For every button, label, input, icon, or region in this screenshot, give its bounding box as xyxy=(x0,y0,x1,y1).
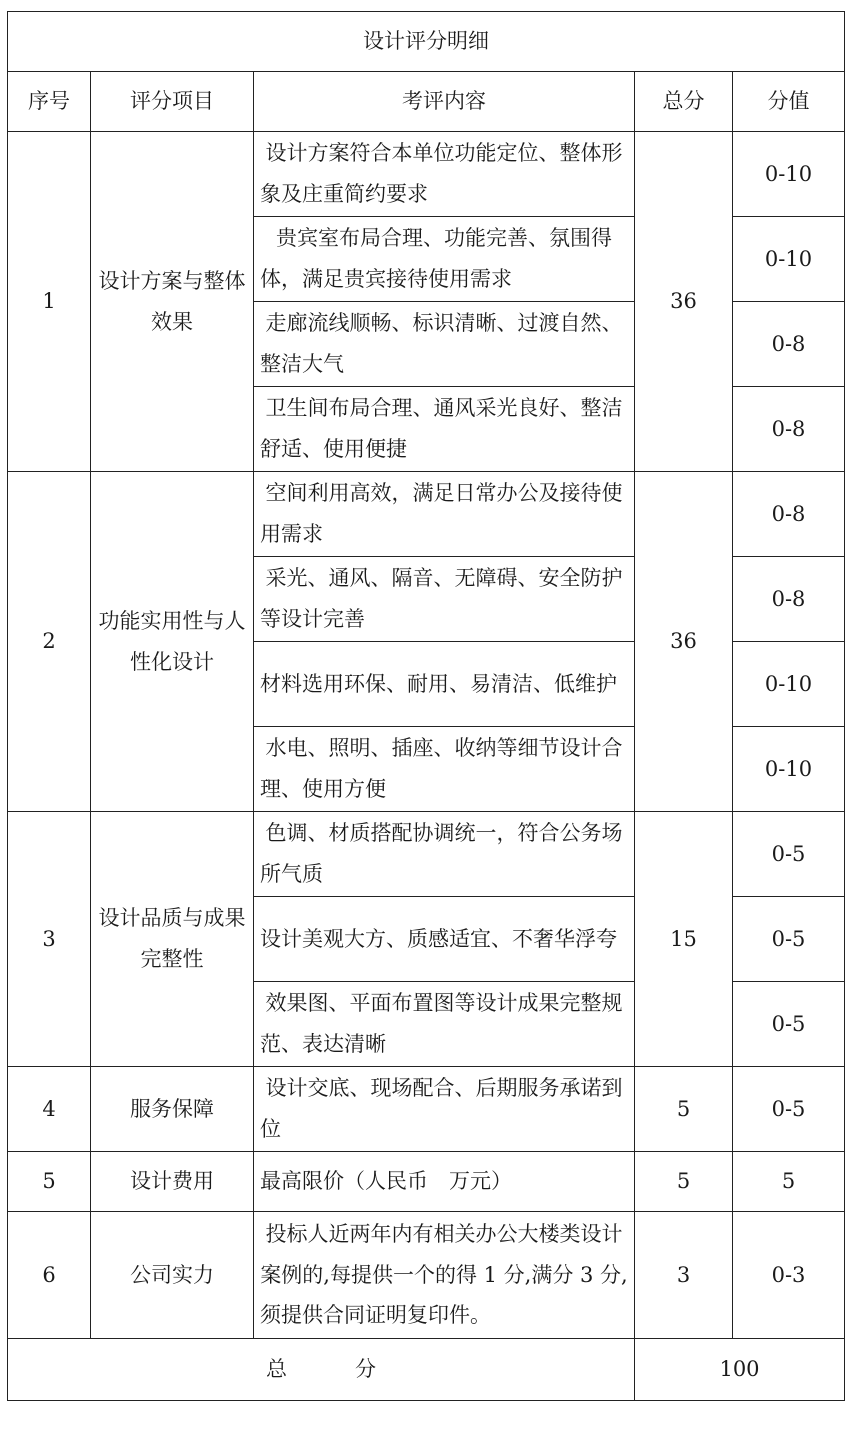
row-content: 色调、材质搭配协调统一，符合公务场所气质 xyxy=(254,812,635,897)
row-content: 走廊流线顺畅、标识清晰、过渡自然、整洁大气 xyxy=(254,302,635,387)
total-row xyxy=(8,1339,845,1401)
row-score: 0-3 xyxy=(733,1212,845,1339)
total-label-left: 总 xyxy=(266,1357,287,1382)
row-content: 投标人近两年内有相关办公大楼类设计案例的,每提供一个的得 1 分,满分 3 分,须提供合同证明复印件。 xyxy=(254,1212,635,1339)
table-title-row xyxy=(8,12,845,72)
table-row xyxy=(8,812,845,897)
total-value: 100 xyxy=(635,1339,845,1401)
row-score: 0-10 xyxy=(733,217,845,302)
row-score: 0-5 xyxy=(733,1067,845,1152)
section-item: 服务保障 xyxy=(91,1067,254,1152)
row-content: 采光、通风、隔音、无障碍、安全防护等设计完善 xyxy=(254,557,635,642)
row-content: 空间利用高效，满足日常办公及接待使用需求 xyxy=(254,472,635,557)
section-no: 4 xyxy=(8,1067,91,1152)
section-item: 设计品质与成果完整性 xyxy=(91,812,254,1067)
section-item: 设计费用 xyxy=(91,1152,254,1212)
section-total: 5 xyxy=(635,1067,733,1152)
row-score: 0-5 xyxy=(733,897,845,982)
row-content: 水电、照明、插座、收纳等细节设计合理、使用方便 xyxy=(254,727,635,812)
header-row xyxy=(8,72,845,132)
table-row xyxy=(8,132,845,217)
header-total: 总分 xyxy=(635,72,733,132)
row-content: 设计美观大方、质感适宜、不奢华浮夸 xyxy=(254,897,635,982)
row-score: 0-10 xyxy=(733,727,845,812)
section-total: 36 xyxy=(635,132,733,472)
row-content: 最高限价（人民币 万元） xyxy=(254,1152,635,1212)
section-total: 15 xyxy=(635,812,733,1067)
row-score: 0-10 xyxy=(733,132,845,217)
row-score: 0-5 xyxy=(733,812,845,897)
row-score: 0-5 xyxy=(733,982,845,1067)
row-content: 效果图、平面布置图等设计成果完整规范、表达清晰 xyxy=(254,982,635,1067)
row-score: 0-8 xyxy=(733,557,845,642)
section-item: 功能实用性与人性化设计 xyxy=(91,472,254,812)
row-score: 5 xyxy=(733,1152,845,1212)
header-item: 评分项目 xyxy=(91,72,254,132)
header-content: 考评内容 xyxy=(254,72,635,132)
header-score: 分值 xyxy=(733,72,845,132)
section-no: 5 xyxy=(8,1152,91,1212)
section-no: 2 xyxy=(8,472,91,812)
section-item: 设计方案与整体效果 xyxy=(91,132,254,472)
section-total: 5 xyxy=(635,1152,733,1212)
section-item: 公司实力 xyxy=(91,1212,254,1339)
row-score: 0-8 xyxy=(733,387,845,472)
table-row xyxy=(8,472,845,557)
row-score: 0-8 xyxy=(733,472,845,557)
header-no: 序号 xyxy=(8,72,91,132)
row-content: 设计交底、现场配合、后期服务承诺到位 xyxy=(254,1067,635,1152)
section-no: 1 xyxy=(8,132,91,472)
section-no: 3 xyxy=(8,812,91,1067)
total-label xyxy=(8,1339,635,1401)
row-score: 0-10 xyxy=(733,642,845,727)
score-table xyxy=(7,11,845,1401)
section-total: 3 xyxy=(635,1212,733,1339)
total-label-right: 分 xyxy=(355,1357,376,1382)
row-score: 0-8 xyxy=(733,302,845,387)
table-title: 设计评分明细 xyxy=(8,12,845,72)
row-content: 设计方案符合本单位功能定位、整体形象及庄重简约要求 xyxy=(254,132,635,217)
row-content: 材料选用环保、耐用、易清洁、低维护 xyxy=(254,642,635,727)
row-content: 贵宾室布局合理、功能完善、氛围得体，满足贵宾接待使用需求 xyxy=(254,217,635,302)
section-no: 6 xyxy=(8,1212,91,1339)
table-row xyxy=(8,1212,845,1339)
table-row xyxy=(8,1152,845,1212)
table-row xyxy=(8,1067,845,1152)
row-content: 卫生间布局合理、通风采光良好、整洁舒适、使用便捷 xyxy=(254,387,635,472)
section-total: 36 xyxy=(635,472,733,812)
